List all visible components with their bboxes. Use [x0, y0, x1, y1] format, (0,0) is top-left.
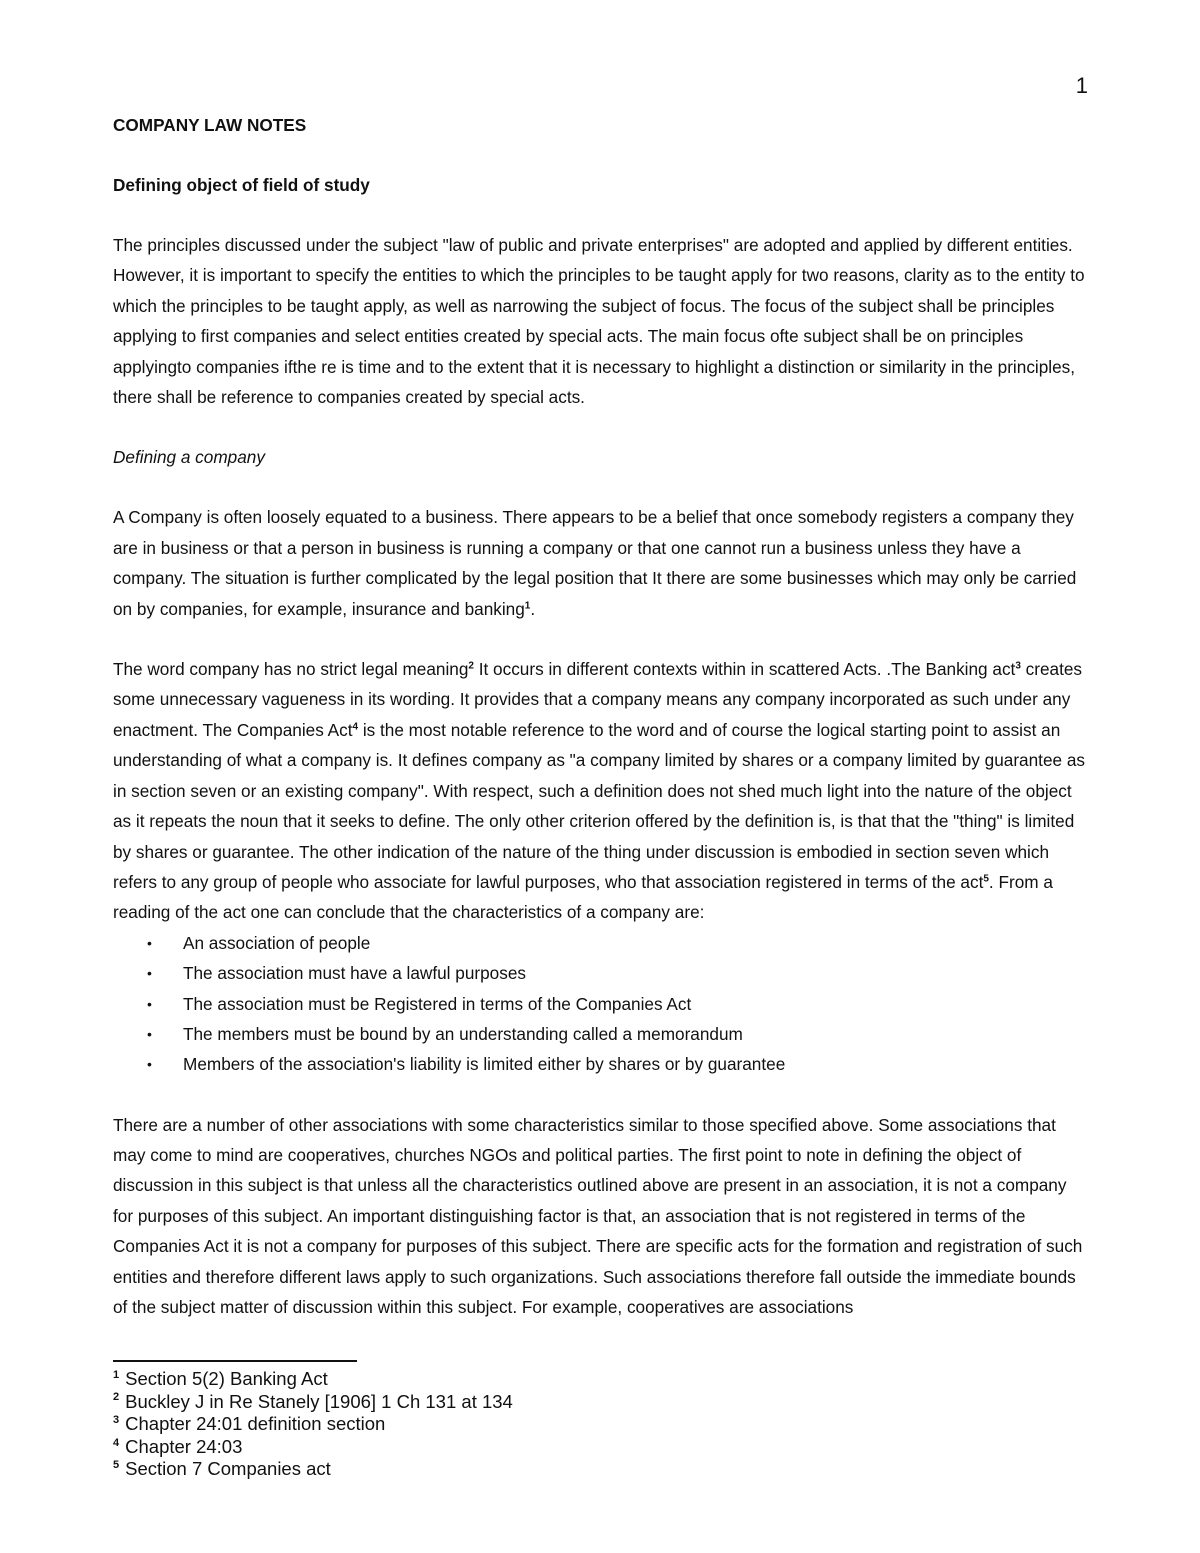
footnote-number: 1: [113, 1368, 120, 1381]
footnote-1: [113, 1368, 713, 1391]
footnote-separator: [113, 1360, 357, 1362]
bullet-icon: •: [147, 1056, 152, 1073]
paragraph-text-a: The word company has no strict legal meaning: [113, 659, 469, 680]
footnote-text: Buckley J in Re Stanely [1906] 1 Ch 131 at 134: [125, 1390, 513, 1412]
paragraph-text: A Company is often loosely equated to a business. There appears to be a belief that once somebody registers a company they are in business or that a person in business is running a company or that one cannot run a business unless they have a company. The situation is further complicated by the legal position that It there are some businesses which may only be carried on by companies, for example, insurance and banking: [113, 507, 1077, 619]
subheading-defining-company: Defining a company: [113, 447, 265, 468]
paragraph-company-business: [113, 502, 1088, 624]
footnote-ref-2[interactable]: 2: [468, 660, 474, 672]
list-item: [113, 1019, 1088, 1049]
paragraph-end: .: [530, 598, 536, 619]
list-item: [113, 958, 1088, 988]
bullet-icon: •: [147, 995, 152, 1012]
footnote-number: 3: [113, 1414, 120, 1427]
footnote-text: Chapter 24:01 definition section: [125, 1413, 386, 1435]
footnote-number: 4: [113, 1436, 120, 1449]
list-item: [113, 989, 1088, 1019]
footnote-ref-5[interactable]: 5: [983, 873, 989, 885]
document-title: COMPANY LAW NOTES: [113, 115, 307, 135]
footnote-ref-3[interactable]: 3: [1015, 660, 1021, 672]
list-item-text: The association must have a lawful purposes: [183, 963, 526, 984]
bullet-icon: •: [147, 934, 152, 951]
paragraph-text-d: is the most notable reference to the word and of course the logical starting point to assist an understanding of what a company is. It defines company as "a company limited by shares or a company limited by guarantee as in section seven or an existing company". With respect, such a definition does not shed much light into the nature of the object as it repeats the noun that it seeks to define. The only other criterion offered by the definition is, is that that the "thing" is limited by shares or guarantee. The other indication of the nature of the thing under discussion is embodied in section seven which refers to any group of people who associate for lawful purposes, who that association registered in terms of the act: [113, 719, 1085, 892]
paragraph-other-associations: There are a number of other associations with some characteristics similar to those specified above. Some associations that may come to mind are cooperatives, churches NGOs and political parties. The first point to note in defining the object of discussion in this subject is that unless all the characteristics outlined above are present in an association, it is not a company for purposes of this subject. An important distinguishing factor is that, an association that is not registered in terms of the Companies Act it is not a company for purposes of this subject. There are specific acts for the formation and registration of such entities and therefore different laws apply to such organizations. Such associations therefore fall outside the immediate bounds of the subject matter of discussion within this subject. For example, cooperatives are associations: [113, 1114, 1083, 1318]
list-item-text: The association must be Registered in terms of the Companies Act: [183, 993, 692, 1014]
page-number: 1: [1075, 73, 1088, 98]
footnote-text: Section 5(2) Banking Act: [125, 1368, 328, 1389]
footnote-number: 5: [113, 1459, 120, 1472]
list-item: [113, 928, 1088, 958]
bullet-icon: •: [147, 965, 152, 982]
footnote-5: [113, 1458, 713, 1481]
characteristics-list: [113, 928, 1088, 1080]
paragraph-text-b: It occurs in different contexts within in scattered Acts. .The Banking act: [473, 659, 1016, 680]
paragraph-text-c: creates some unnecessary vagueness in its wording. It provides that a company means any company incorporated as such under any enactment. The Companies Act: [113, 659, 1083, 740]
footnote-2: [113, 1391, 713, 1414]
footnote-3: [113, 1413, 713, 1436]
footnote-ref-4[interactable]: 4: [352, 721, 359, 733]
footnotes-section: [113, 1360, 713, 1481]
section-heading: Defining object of field of study: [113, 175, 370, 195]
footnote-ref-1[interactable]: 1: [524, 599, 531, 611]
footnote-4: [113, 1436, 713, 1459]
footnote-number: 2: [113, 1391, 120, 1404]
footnote-text: Section 7 Companies act: [125, 1458, 331, 1480]
bullet-icon: •: [147, 1025, 152, 1042]
document-body: [113, 110, 1088, 1323]
paragraph-legal-meaning: [113, 654, 1088, 928]
list-item-text: The members must be bound by an understanding called a memorandum: [183, 1023, 743, 1044]
footnote-text: Chapter 24:03: [125, 1435, 243, 1457]
list-item-text: An association of people: [183, 932, 371, 953]
paragraph-text-e: . From a reading of the act one can conclude that the characteristics of a company are:: [113, 871, 1053, 923]
list-item-text: Members of the association's liability is limited either by shares or by guarantee: [183, 1054, 786, 1075]
intro-paragraph: The principles discussed under the subject "law of public and private enterprises" are adopted and applied by different entities. However, it is important to specify the entities to which the principles to be taught apply for two reasons, clarity as to the entity to which the principles to be taught apply, as well as narrowing the subject of focus. The focus of the subject shall be principles applying to first companies and select entities created by special acts. The main focus ofte subject shall be on principles applyingto companies ifthe re is time and to the extent that it is necessary to highlight a distinction or similarity in the principles, there shall be reference to companies created by special acts.: [113, 235, 1085, 408]
list-item: [113, 1049, 1088, 1079]
